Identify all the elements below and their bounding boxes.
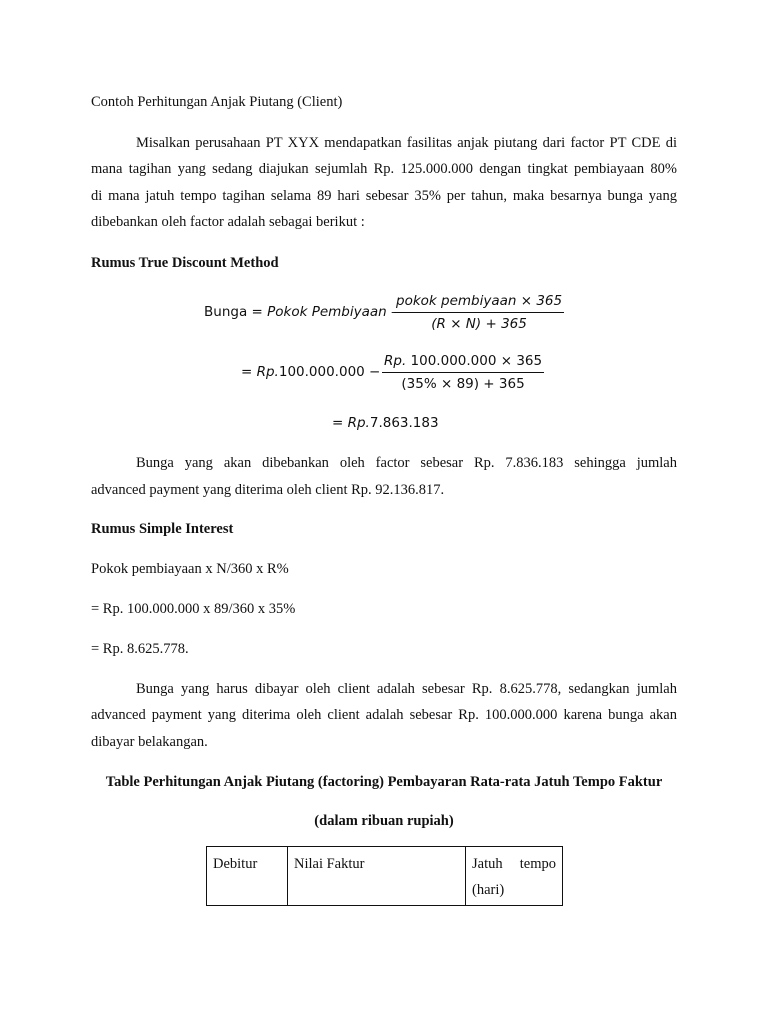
table-title: Table Perhitungan Anjak Piutang (factoring) Pembayaran Rata-rata Jatuh Tempo Faktur — [105, 774, 663, 790]
header-hari: (hari) — [472, 882, 505, 898]
header-jatuh-word: Jatuh — [472, 856, 503, 872]
true-discount-conclusion-line-2: advanced payment yang diterima oleh client Rp. 92.136.817. — [91, 482, 445, 498]
simple-interest-result: = Rp. 8.625.778. — [91, 641, 189, 657]
intro-line-1: Misalkan perusahaan PT XYX mendapatkan fasilitas anjak piutang dari factor PT CDE di — [136, 135, 677, 151]
simple-interest-conclusion-line-3: dibayar belakangan. — [91, 734, 208, 750]
table-subtitle: (dalam ribuan rupiah) — [314, 813, 454, 829]
factoring-table — [206, 846, 563, 906]
simple-interest-formula: Pokok pembiayaan x N/360 x R% — [91, 561, 289, 577]
table-header-row — [207, 847, 563, 906]
formula-2-numerator — [382, 352, 544, 372]
formula-2-rp: Rp. — [256, 364, 279, 380]
simple-interest-conclusion-line-2: advanced payment yang diterima oleh client adalah sebesar Rp. 100.000.000 karena bunga akan — [91, 707, 677, 723]
intro-line-4: dibebankan oleh factor adalah sebagai berikut : — [91, 214, 365, 230]
header-debitur: Debitur — [207, 847, 288, 906]
formula-1-numerator: pokok pembiyaan × 365 — [396, 293, 563, 309]
formula-2-fraction — [382, 352, 544, 393]
formula-2-value: 100.000.000 — [278, 364, 365, 380]
formula-1-denominator: (R × N) + 365 — [431, 316, 527, 332]
header-jatuh-tempo-line-1 — [472, 851, 556, 877]
formula-2-numerator-value: 100.000.000 × 365 — [406, 353, 543, 369]
document-title: Contoh Perhitungan Anjak Piutang (Client) — [91, 94, 343, 110]
formula-1-term: Pokok Pembiyaan — [267, 304, 387, 320]
formula-1-minus: – — [391, 304, 398, 320]
header-nilai-faktur: Nilai Faktur — [288, 847, 466, 906]
header-jatuh-tempo — [466, 847, 563, 906]
formula-2-equals: = — [241, 364, 257, 380]
formula-3-value: 7.863.183 — [369, 415, 439, 431]
formula-2-lhs — [241, 363, 380, 381]
intro-line-3: di mana jatuh tempo tagihan selama 89 hari sebesar 35% per tahun, maka besarnya bunga yang — [91, 188, 677, 204]
formula-3-rp: Rp. — [347, 415, 370, 431]
true-discount-heading: Rumus True Discount Method — [91, 255, 279, 271]
intro-line-2: mana tagihan yang sedang diajukan sejumlah Rp. 125.000.000 dengan tingkat pembiayaan 80% — [91, 161, 677, 177]
simple-interest-substitution: = Rp. 100.000.000 x 89/360 x 35% — [91, 601, 296, 617]
simple-interest-conclusion-line-1: Bunga yang harus dibayar oleh client adalah sebesar Rp. 8.625.778, sedangkan jumlah — [136, 681, 677, 697]
formula-1-bunga: Bunga — [204, 304, 248, 320]
formula-1-equals: = — [251, 304, 263, 320]
simple-interest-heading: Rumus Simple Interest — [91, 521, 234, 537]
formula-3 — [332, 414, 439, 432]
header-tempo-word: tempo — [519, 856, 556, 872]
formula-1-lhs — [204, 303, 398, 321]
formula-2-denominator: (35% × 89) + 365 — [401, 376, 525, 392]
formula-3-equals: = — [332, 415, 348, 431]
true-discount-conclusion-line-1: Bunga yang akan dibebankan oleh factor sebesar Rp. 7.836.183 sehingga jumlah — [136, 455, 677, 471]
formula-2-numerator-rp: Rp. — [384, 353, 407, 369]
formula-1-fraction — [394, 292, 564, 333]
formula-2-minus: − — [369, 364, 381, 380]
